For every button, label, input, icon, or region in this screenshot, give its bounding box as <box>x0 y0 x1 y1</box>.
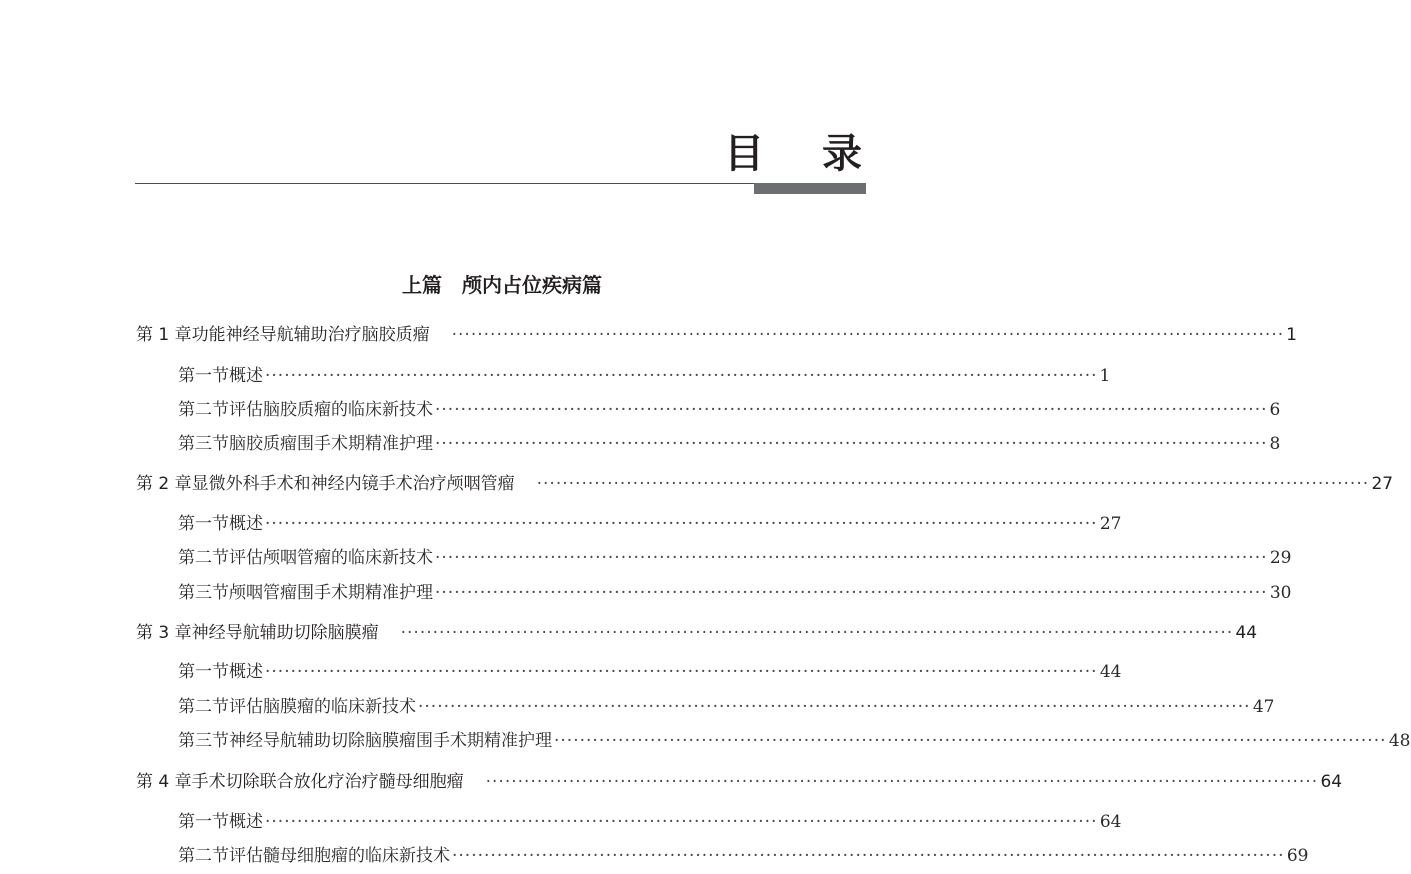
toc-entry-number: 第一节 <box>178 514 229 534</box>
toc-section-row[interactable] <box>178 841 1309 871</box>
toc-page-number: 8 <box>1269 434 1281 454</box>
toc-leader-dots: ·································································································································· <box>435 548 1268 568</box>
toc-page-number: 6 <box>1269 400 1281 420</box>
toc-leader-dots: ·································································································································· <box>451 325 1285 345</box>
toc-leader-dots: ·································································································································· <box>554 731 1387 751</box>
toc-entry-title: 脑胶质瘤围手术期精准护理 <box>229 434 433 454</box>
part-heading <box>0 270 1004 300</box>
toc-section-row[interactable] <box>178 361 1111 391</box>
toc-entry-number: 第二节 <box>178 697 229 717</box>
toc-entry-number: 第三节 <box>178 731 229 751</box>
toc-page-number: 47 <box>1252 697 1275 717</box>
toc-entry-number: 第二节 <box>178 548 229 568</box>
part-title: 颅内占位疾病篇 <box>462 273 602 297</box>
toc-entry-title: 神经导航辅助切除脑膜瘤围手术期精准护理 <box>229 731 552 751</box>
toc-page-number: 48 <box>1388 731 1411 751</box>
toc-section-row[interactable] <box>178 726 1411 756</box>
part-label: 上篇 <box>402 273 442 297</box>
toc-entry-title: 手术切除联合放化疗治疗髓母细胞瘤 <box>191 772 464 792</box>
toc-section-row[interactable] <box>178 395 1281 425</box>
toc-page-number: 44 <box>1099 662 1122 682</box>
toc-entry-title: 颅咽管瘤围手术期精准护理 <box>229 583 433 603</box>
toc-entry-title: 概述 <box>229 366 263 386</box>
toc-entry-title: 评估脑膜瘤的临床新技术 <box>229 697 416 717</box>
toc-leader-dots: ·································································································································· <box>485 772 1319 792</box>
toc-page-number: 27 <box>1099 514 1122 534</box>
toc-entry-number: 第 4 章 <box>136 772 192 792</box>
toc-entry-title: 功能神经导航辅助治疗脑胶质瘤 <box>191 325 430 345</box>
toc-leader-dots: ·································································································································· <box>435 400 1268 420</box>
toc-entry-number: 第一节 <box>178 662 229 682</box>
header-accent-bar <box>754 183 866 194</box>
toc-page-number: 30 <box>1269 583 1292 603</box>
toc-entry-number: 第 3 章 <box>136 623 192 643</box>
toc-page-number: 27 <box>1371 474 1394 494</box>
toc-entry-title: 概述 <box>229 812 263 832</box>
toc-section-row[interactable] <box>178 692 1275 722</box>
toc-page-number: 1 <box>1286 325 1297 345</box>
toc-section-row[interactable] <box>178 543 1292 573</box>
toc-entry-title: 评估颅咽管瘤的临床新技术 <box>229 548 433 568</box>
toc-leader-dots: ·································································································································· <box>265 662 1098 682</box>
page-title: 目 录 <box>724 131 884 177</box>
toc-leader-dots: ·································································································································· <box>265 812 1098 832</box>
toc-entry-title: 评估髓母细胞瘤的临床新技术 <box>229 846 450 866</box>
toc-section-row[interactable] <box>178 807 1122 837</box>
toc-leader-dots: ·································································································································· <box>400 623 1234 643</box>
toc-leader-dots: ·································································································································· <box>265 366 1098 386</box>
toc-page-number: 29 <box>1269 548 1292 568</box>
toc-section-row[interactable] <box>178 429 1281 459</box>
toc-chapter-row[interactable] <box>136 618 1258 648</box>
toc-entry-title: 评估脑胶质瘤的临床新技术 <box>229 400 433 420</box>
toc-section-row[interactable] <box>178 509 1122 539</box>
toc-page-number: 44 <box>1235 623 1258 643</box>
toc-leader-dots: ·································································································································· <box>418 697 1251 717</box>
toc-entry-number: 第 1 章 <box>136 325 192 345</box>
toc-page-number: 64 <box>1320 772 1343 792</box>
toc-entry-number: 第一节 <box>178 812 229 832</box>
toc-entry-number: 第二节 <box>178 846 229 866</box>
toc-chapter-row[interactable] <box>136 469 1394 499</box>
toc-entry-number: 第二节 <box>178 400 229 420</box>
toc-chapter-row[interactable] <box>136 320 1297 350</box>
toc-entry-number: 第三节 <box>178 583 229 603</box>
toc-leader-dots: ·································································································································· <box>435 434 1268 454</box>
toc-leader-dots: ·································································································································· <box>265 514 1098 534</box>
toc-entry-title: 概述 <box>229 662 263 682</box>
toc-entry-number: 第 2 章 <box>136 474 192 494</box>
toc-entry-number: 第三节 <box>178 434 229 454</box>
toc-leader-dots: ·································································································································· <box>435 583 1268 603</box>
toc-chapter-row[interactable] <box>136 767 1343 797</box>
toc-leader-dots: ·································································································································· <box>536 474 1370 494</box>
toc-entry-title: 概述 <box>229 514 263 534</box>
toc-leader-dots: ·································································································································· <box>452 846 1285 866</box>
toc-page-number: 64 <box>1099 812 1122 832</box>
toc-entry-title: 显微外科手术和神经内镜手术治疗颅咽管瘤 <box>191 474 515 494</box>
toc-entry-title: 神经导航辅助切除脑膜瘤 <box>191 623 379 643</box>
toc-page-number: 69 <box>1286 846 1309 866</box>
toc-section-row[interactable] <box>178 578 1292 608</box>
toc-section-row[interactable] <box>178 657 1122 687</box>
toc-page-number: 1 <box>1099 366 1111 386</box>
toc-entry-number: 第一节 <box>178 366 229 386</box>
